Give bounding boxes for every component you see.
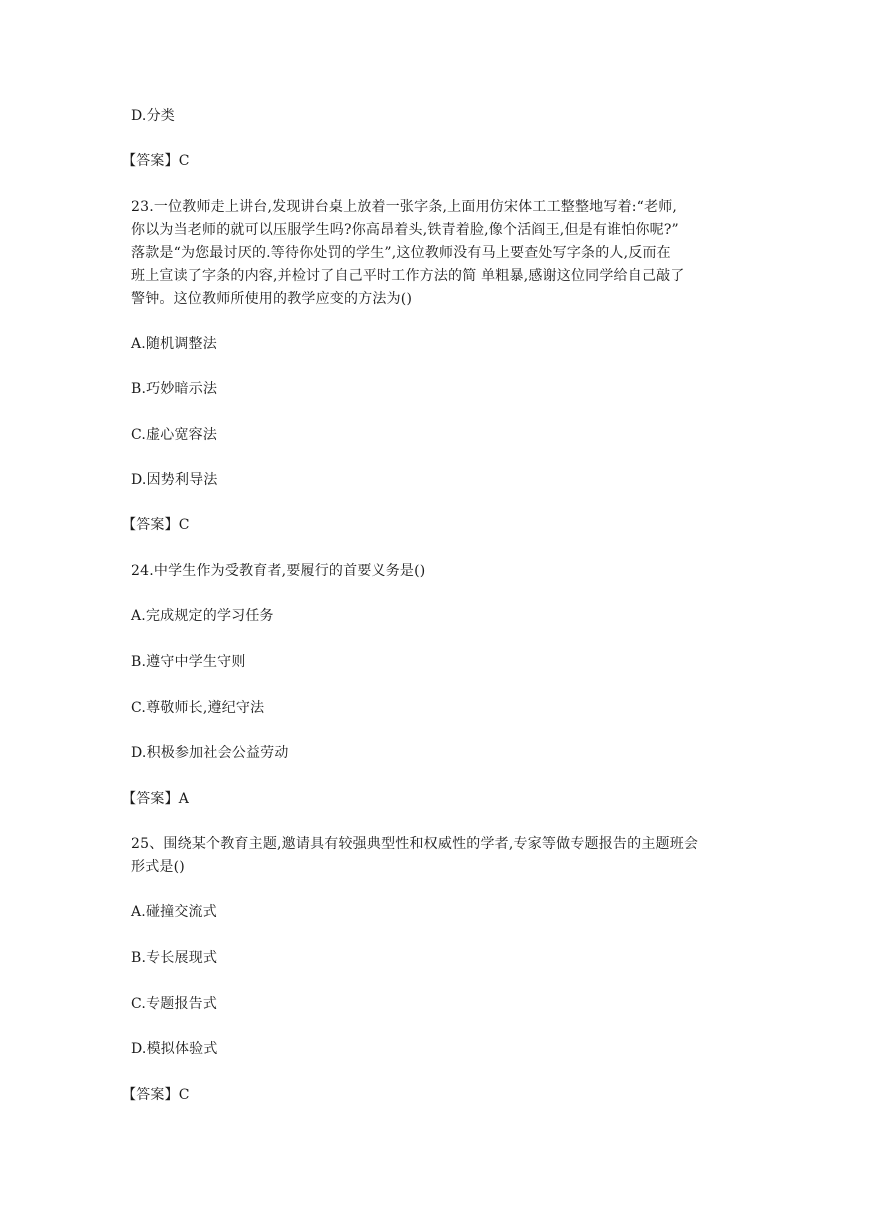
q23-option-b: B.巧妙暗示法 bbox=[131, 381, 218, 397]
q23-text-line-4: 班上宣读了字条的内容,并检讨了自己平时工作方法的简 单粗暴,感谢这位同学给自己敲了 bbox=[131, 268, 685, 284]
q22-option-d: D.分类 bbox=[131, 108, 175, 124]
q23-text-line-1: 23.一位教师走上讲台,发现讲台桌上放着一张字条,上面用仿宋体工工整整地写着:“老师, bbox=[131, 199, 678, 215]
q23-option-a: A.随机调整法 bbox=[131, 336, 217, 352]
q25-text-line-2: 形式是() bbox=[131, 859, 185, 875]
q22-answer: 【答案】C bbox=[122, 153, 190, 169]
q23-option-c: C.虚心宽容法 bbox=[131, 427, 218, 443]
q23-answer: 【答案】C bbox=[122, 517, 190, 533]
q25-text-line-1: 25、围绕某个教育主题,邀请具有较强典型性和权威性的学者,专家等做专题报告的主题班会 bbox=[131, 836, 699, 852]
q25-option-c: C.专题报告式 bbox=[131, 996, 218, 1012]
q25-option-b: B.专长展现式 bbox=[131, 950, 218, 966]
q23-option-d: D.因势利导法 bbox=[131, 472, 218, 488]
q24-option-c: C.尊敬师长,遵纪守法 bbox=[131, 700, 265, 716]
q24-question: 24.中学生作为受教育者,要履行的首要义务是() bbox=[131, 563, 426, 579]
q24-option-a: A.完成规定的学习任务 bbox=[131, 608, 274, 624]
q24-answer: 【答案】A bbox=[122, 791, 190, 807]
q23-text-line-2: 你以为当老师的就可以压服学生吗?你高昂着头,铁青着脸,像个活阎王,但是有谁怕你呢?” bbox=[131, 222, 679, 238]
q23-text-line-3: 落款是“为您最讨厌的.等待你处罚的学生”,这位教师没有马上要查处写字条的人,反而在 bbox=[131, 245, 671, 261]
q23-text-line-5: 警钟。这位教师所使用的教学应变的方法为() bbox=[131, 291, 413, 307]
q25-option-d: D.模拟体验式 bbox=[131, 1041, 218, 1057]
q24-option-b: B.遵守中学生守则 bbox=[131, 654, 246, 670]
q25-answer: 【答案】C bbox=[122, 1087, 190, 1103]
q25-option-a: A.碰撞交流式 bbox=[131, 904, 217, 920]
q24-option-d: D.积极参加社会公益劳动 bbox=[131, 745, 289, 761]
